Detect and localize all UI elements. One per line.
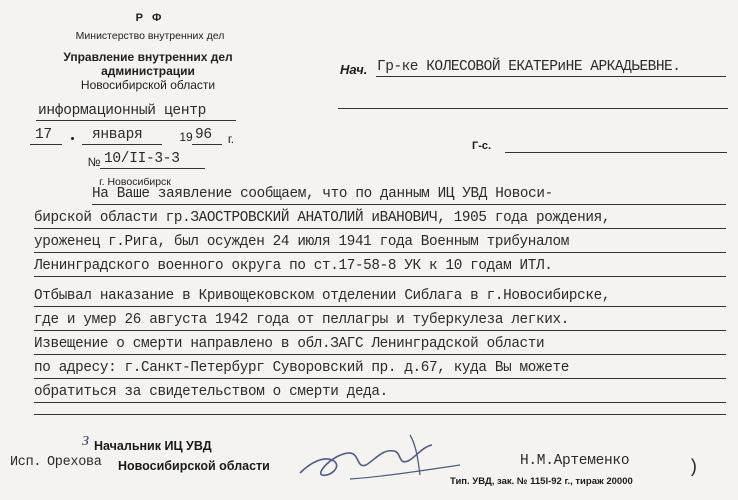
body-rule-1 bbox=[92, 204, 726, 205]
body-line-4: Ленинградского военного округа по ст.17-58-8 УК к 10 годам ИТЛ. bbox=[34, 258, 553, 274]
signature-prefix: З bbox=[82, 434, 89, 449]
body-rule-6 bbox=[34, 330, 726, 331]
signature-bracket: ) bbox=[688, 458, 699, 478]
date-month-underline bbox=[82, 144, 162, 145]
body-rule-3 bbox=[34, 252, 726, 253]
body-line-7: Извещение о смерти направлено в обл.ЗАГС Ленинградской области bbox=[34, 336, 545, 352]
deputy-prefix: Исп. bbox=[10, 455, 42, 470]
number-underline bbox=[100, 168, 205, 169]
gs-underline bbox=[505, 152, 727, 153]
date-day-underline bbox=[30, 144, 62, 145]
body-line-1: На Ваше заявление сообщаем, что по данным ИЦ УВД Новоси- bbox=[92, 186, 553, 202]
signature-title-line1: Начальник ИЦ УВД bbox=[94, 439, 212, 453]
date-month: января bbox=[92, 127, 143, 143]
body-rule-7 bbox=[34, 354, 726, 355]
body-rule-4 bbox=[34, 276, 726, 277]
addressee-prefix: Нач. bbox=[340, 62, 368, 77]
body-line-6: где и умер 26 августа 1942 года от пеллагры и туберкулеза легких. bbox=[34, 312, 569, 328]
footer-print-info: Тип. УВД, зак. № 115I-92 г., тираж 20000 bbox=[450, 476, 633, 487]
header-rf: Р Ф bbox=[135, 12, 165, 24]
date-day: 17 bbox=[35, 127, 52, 143]
signer-name: Н.М.Артеменко bbox=[520, 453, 630, 469]
body-rule-10 bbox=[34, 414, 726, 415]
header-city: г. Новосибирск bbox=[99, 176, 171, 188]
body-rule-2 bbox=[34, 228, 726, 229]
signature-title-line2: Новосибирской области bbox=[118, 459, 270, 473]
addressee-underline-2 bbox=[338, 108, 728, 109]
header-department-line2: администрации bbox=[101, 64, 195, 78]
handwritten-signature bbox=[290, 425, 470, 485]
body-line-9: обратиться за свидетельством о смерти деда. bbox=[34, 384, 388, 400]
header-ministry: Министерство внутренних дел bbox=[75, 30, 225, 42]
addressee-name: Гр-ке КОЛЕСОВОЙ ЕКАТЕРиНЕ АРКАДЬЕВНЕ. bbox=[377, 59, 681, 75]
date-year-underline bbox=[192, 144, 222, 145]
header-department-line3: Новосибирской области bbox=[80, 78, 216, 92]
body-rule-9 bbox=[34, 402, 726, 403]
number-label: № bbox=[87, 155, 101, 169]
number-value: 10/II-3-3 bbox=[104, 151, 180, 167]
date-year-prefix: 19 bbox=[179, 130, 193, 144]
date-separator-dot bbox=[71, 137, 74, 140]
deputy-name: Орехова bbox=[47, 455, 102, 470]
date-year-label: г. bbox=[227, 132, 235, 146]
info-center-underline bbox=[36, 120, 236, 121]
body-line-2: бирской области гр.ЗАОСТРОВСКИЙ АНАТОЛИЙ иВАНОВИЧ, 1905 года рождения, bbox=[34, 210, 611, 226]
body-rule-8 bbox=[34, 378, 726, 379]
body-line-5: Отбывал наказание в Кривощековском отделении Сиблага в г.Новосибирске, bbox=[34, 288, 611, 304]
body-line-8: по адресу: г.Санкт-Петербург Суворовский пр. д.67, куда Вы можете bbox=[34, 360, 569, 376]
date-year-suffix: 96 bbox=[195, 127, 212, 143]
addressee-underline-1 bbox=[376, 76, 726, 77]
header-info-center: информационный центр bbox=[38, 103, 207, 119]
gs-label: Г-с. bbox=[472, 140, 492, 152]
header-department-line1: Управление внутренних дел bbox=[63, 50, 233, 64]
body-line-3: уроженец г.Рига, был осужден 24 июля 1941 года Военным трибуналом bbox=[34, 234, 569, 250]
body-rule-5 bbox=[34, 306, 726, 307]
